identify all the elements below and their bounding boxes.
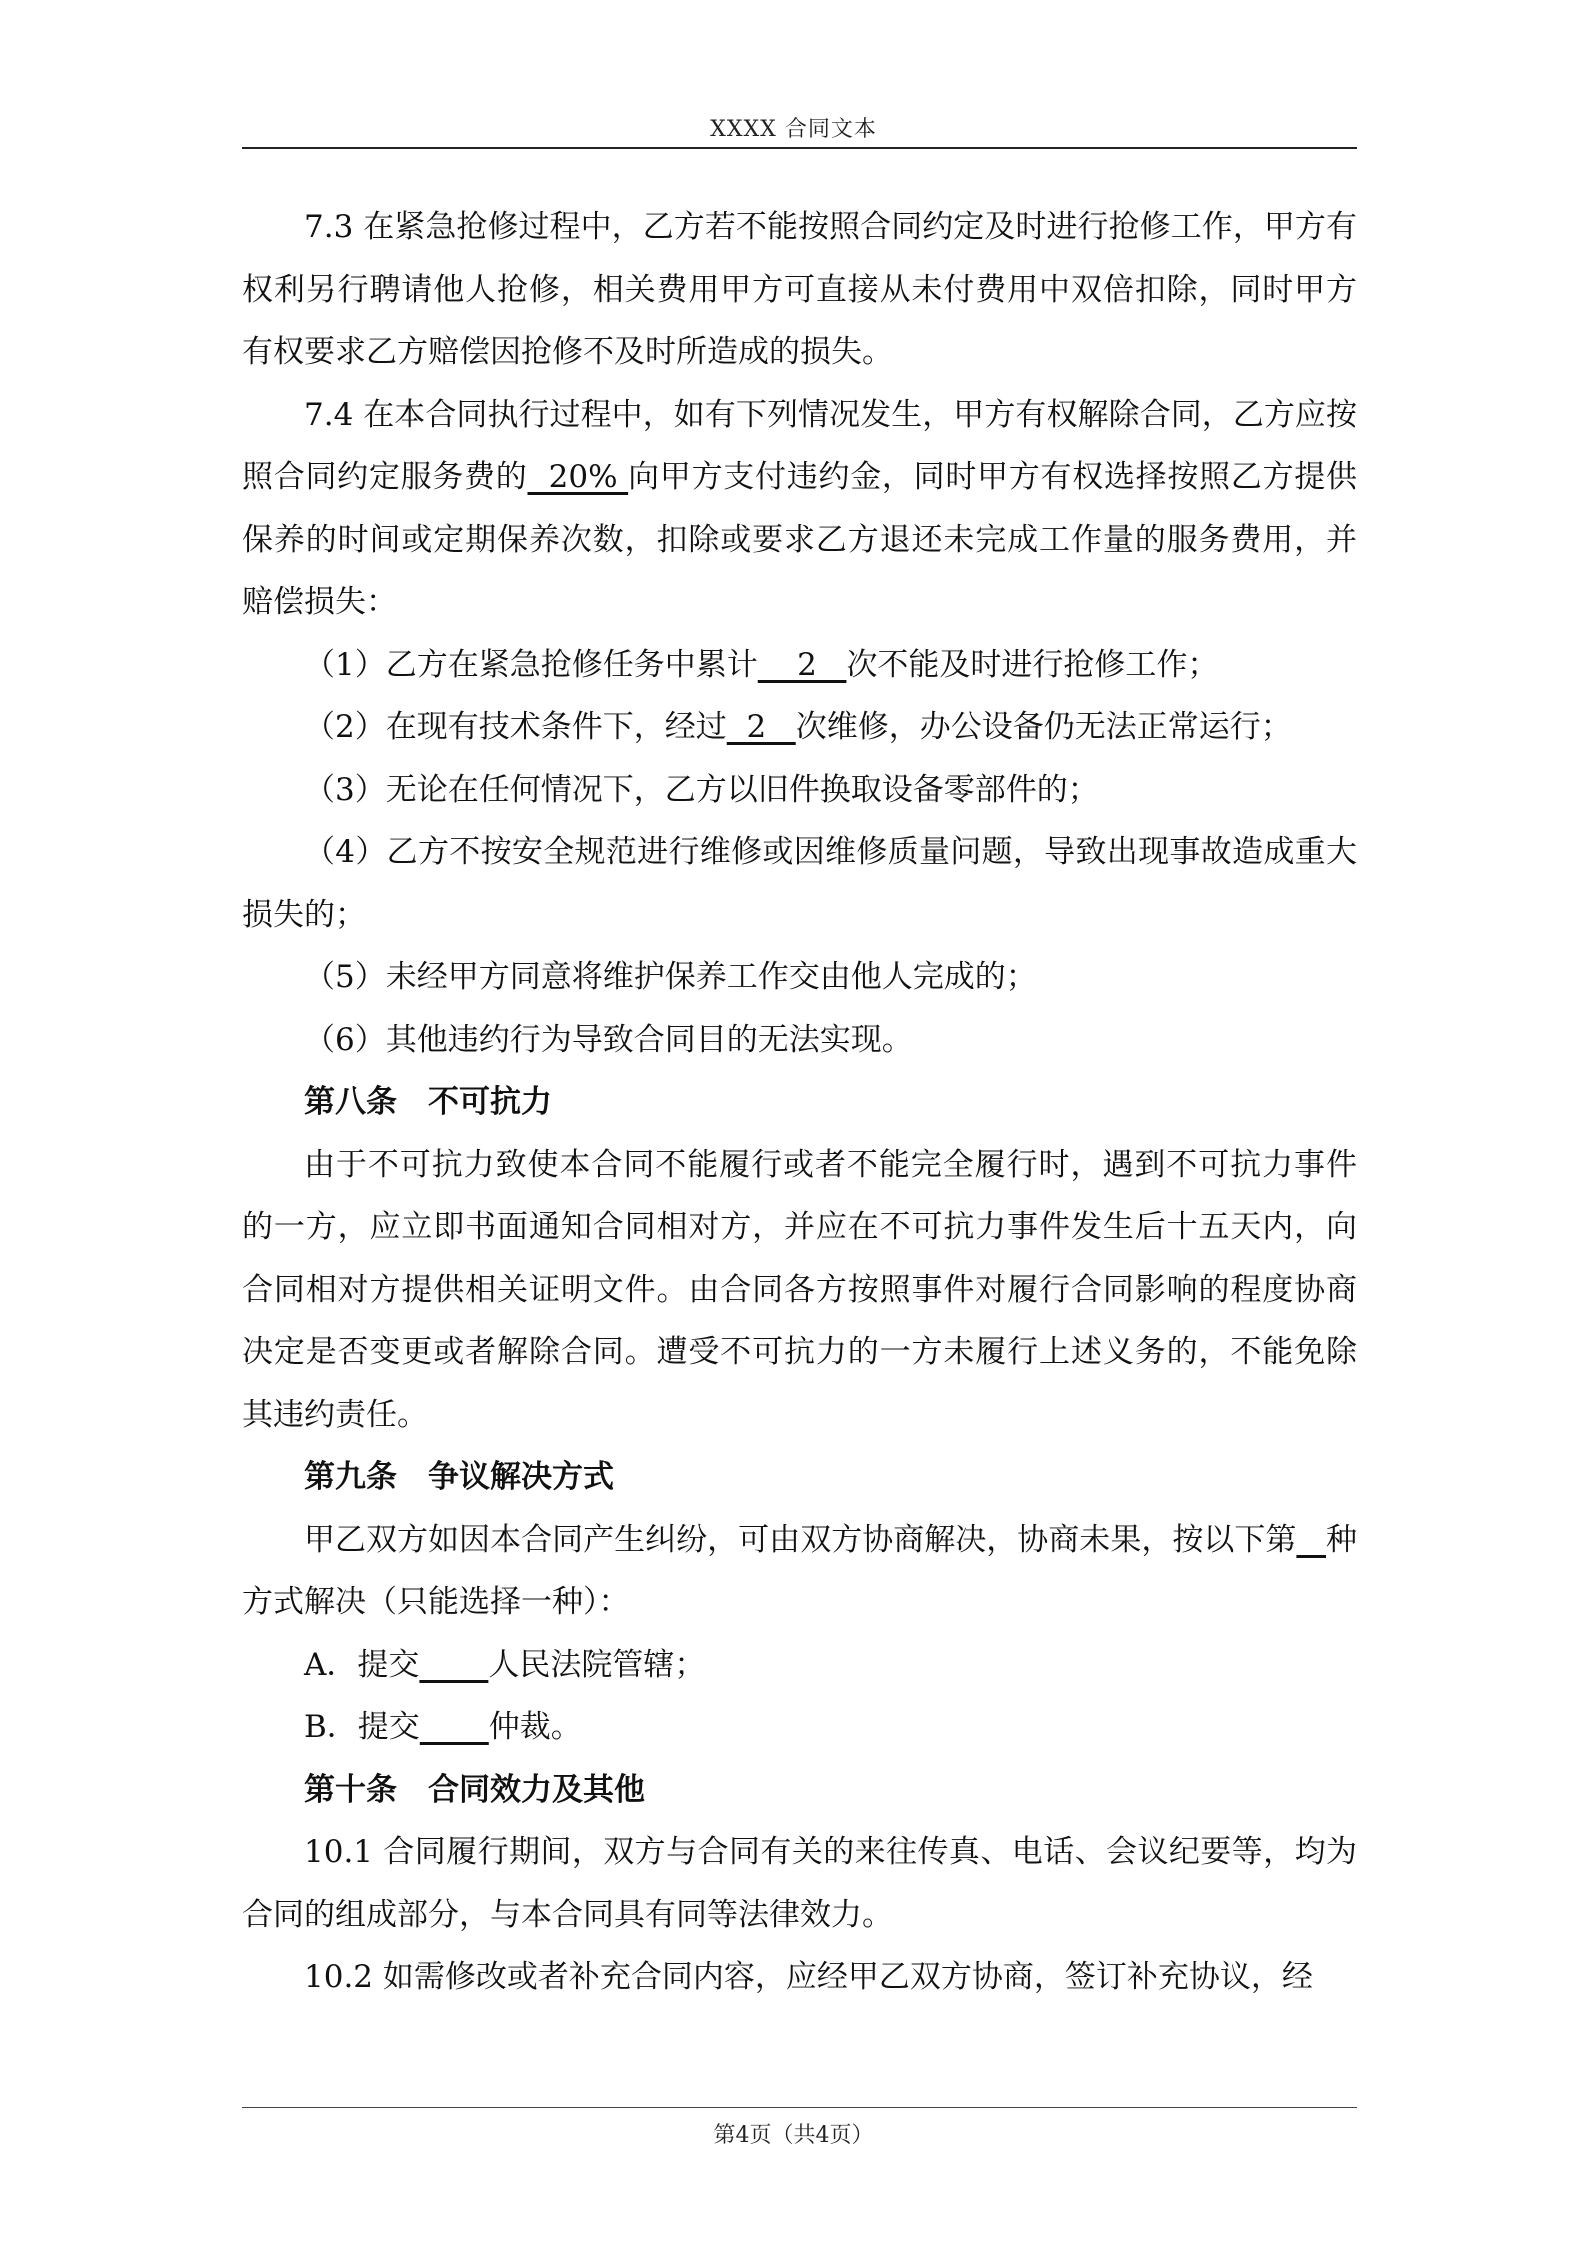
page-header-title: XXXX 合同文本 — [710, 117, 877, 142]
article-10-heading: 第十条 合同效力及其他 — [304, 1771, 645, 1808]
list-item-1-after: 次不能及时进行抢修工作； — [846, 646, 1219, 683]
list-item-1-before: （1）乙方在紧急抢修任务中累计 — [304, 646, 758, 683]
dispute-method-blank — [1296, 1522, 1326, 1558]
article-9-heading: 第九条 争议解决方式 — [304, 1459, 614, 1495]
option-b-before: B．提交 — [304, 1709, 420, 1745]
clause-7-3: 7.3 在紧急抢修过程中，乙方若不能按照合同约定及时进行抢修工作，甲方有权利另行聘请他人抢修，相关费用甲方可直接从未付费用中双倍扣除，同时甲方有权要求乙方赔偿因抢修不及时所造成的损失。 — [242, 209, 1357, 370]
footer-divider — [242, 2107, 1357, 2108]
list-item-1 — [242, 634, 1357, 697]
clause-7-4-text-after: 向甲方支付违约金，同时甲方有权选择按照乙方提供保养的时间或定期保养次数，扣除或要求乙方退还未完成工作量的服务费用，并赔偿损失： — [242, 459, 1358, 620]
maintenance-count-blank: 2 — [726, 709, 796, 745]
list-item-2-after: 次维修，办公设备仍无法正常运行； — [795, 709, 1292, 745]
list-item-5: （5）未经甲方同意将维护保养工作交由他人完成的； — [304, 959, 1037, 995]
clause-10-1: 10.1 合同履行期间，双方与合同有关的来往传真、电话、会议纪要等，均为合同的组成部分，与本合同具有同等法律效力。 — [242, 1834, 1357, 1933]
list-item-3: （3）无论在任何情况下，乙方以旧件换取设备零部件的； — [304, 771, 1099, 808]
clause-7-4 — [242, 384, 1357, 634]
document-body — [242, 196, 1357, 2009]
list-item-6: （6）其他违约行为导致合同目的无法实现。 — [304, 1021, 913, 1058]
header-divider — [242, 147, 1357, 149]
clause-10-2: 10.2 如需修改或者补充合同内容，应经甲乙双方协商，签订补充协议，经 — [304, 1959, 1313, 1995]
article-9-text-after: 种方式解决（只能选择一种）： — [242, 1521, 1358, 1620]
page-number: 第4页（共4页） — [713, 2123, 874, 2148]
option-b — [242, 1696, 1357, 1759]
option-a-after: 人民法院管辖； — [488, 1646, 706, 1683]
article-8-heading: 第八条 不可抗力 — [304, 1084, 552, 1120]
repair-count-blank: 2 — [757, 646, 847, 683]
penalty-rate-blank: 20% — [527, 459, 629, 495]
list-item-2-before: （2）在现有技术条件下，经过 — [304, 709, 727, 745]
list-item-4: （4）乙方不按安全规范进行维修或因维修质量问题，导致出现事故造成重大损失的； — [242, 834, 1357, 933]
article-9-text-before: 甲乙双方如因本合同产生纠纷，可由双方协商解决，协商未果，按以下第 — [304, 1521, 1297, 1558]
court-name-blank — [419, 1647, 488, 1683]
option-a-before: A．提交 — [304, 1646, 420, 1683]
arbitration-name-blank — [420, 1709, 489, 1745]
article-8-text: 由于不可抗力致使本合同不能履行或者不能完全履行时，遇到不可抗力事件的一方，应立即书面通知合同相对方，并应在不可抗力事件发生后十五天内，向合同相对方提供相关证明文件。由合同各方按照事件对履行合同影响的程度协商决定是否变更或者解除合同。遭受不可抗力的一方未履行上述义务的，不能免除其违约责任。 — [242, 1146, 1357, 1433]
option-a — [242, 1634, 1357, 1697]
list-item-2 — [242, 696, 1357, 759]
article-9-text — [242, 1509, 1357, 1634]
clause-7-4-text-before: 7.4 在本合同执行过程中，如有下列情况发生，甲方有权解除合同，乙方应按照合同约定服务费的 — [242, 396, 1357, 495]
option-b-after: 仲裁。 — [488, 1709, 582, 1745]
